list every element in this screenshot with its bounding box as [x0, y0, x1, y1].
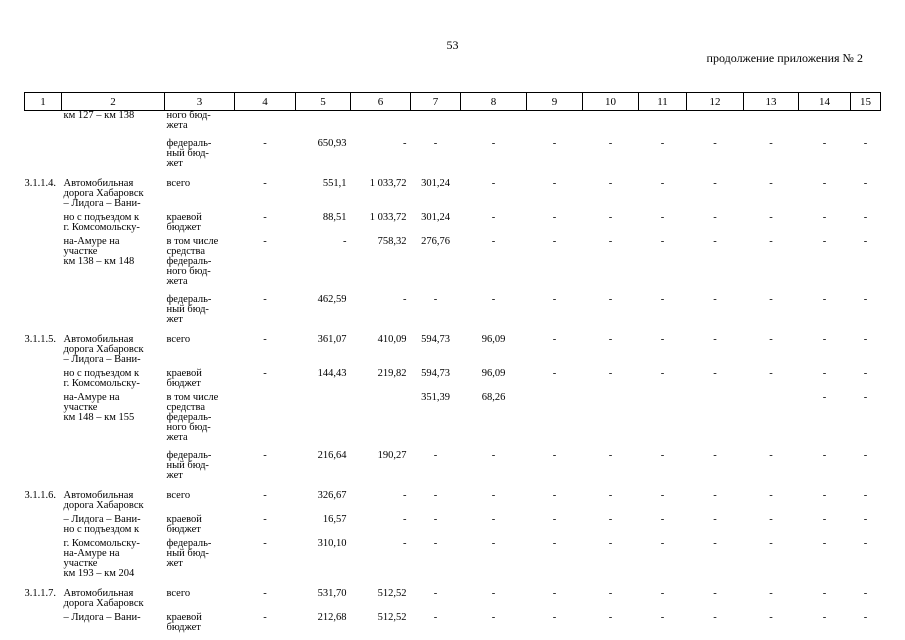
value-cell: -	[263, 368, 267, 379]
value-cell: 361,07	[317, 334, 347, 345]
column-header-6: 6	[351, 93, 411, 111]
value-cell: 326,67	[317, 490, 347, 501]
table-row	[25, 213, 881, 237]
value-cell: -	[552, 138, 557, 149]
funding-source: федераль- ный бюд- жет	[166, 138, 212, 169]
value-cell: -	[491, 212, 496, 223]
funding-source: всего	[166, 178, 191, 189]
value-cell: -	[769, 538, 773, 549]
value-cell: -	[552, 514, 557, 525]
column-header-2: 2	[62, 93, 165, 111]
table-row	[25, 393, 881, 451]
item-code	[25, 393, 62, 451]
item-name: Автомобильная дорога Хабаровск	[63, 490, 144, 511]
value-cell: 650,93	[317, 138, 347, 149]
item-name: на-Амуре на участке км 148 – км 155	[63, 392, 135, 423]
value-cell: -	[863, 612, 868, 623]
item-name: – Лидога – Вани- но с подъездом к	[63, 514, 141, 535]
item-name: км 127 – км 138	[63, 110, 135, 121]
value-cell: 551,1	[322, 178, 347, 189]
value-cell: -	[713, 514, 717, 525]
value-cell: -	[822, 368, 827, 379]
funding-source: ного бюд- жета	[166, 110, 211, 131]
value-cell: 190,27	[377, 450, 407, 461]
value-cell: -	[433, 538, 438, 549]
item-name	[62, 139, 165, 179]
value-cell: -	[433, 514, 438, 525]
item-name: Автомобильная дорога Хабаровск – Лидога – Вани-	[63, 334, 144, 365]
item-code	[25, 369, 62, 393]
value-cell	[687, 111, 744, 140]
value-cell: -	[660, 450, 665, 461]
value-cell: -	[403, 138, 407, 149]
value-cell: -	[552, 612, 557, 623]
funding-source: краевой бюджет	[166, 612, 202, 633]
value-cell: -	[433, 612, 438, 623]
table-row	[25, 451, 881, 491]
item-name: Автомобильная дорога Хабаровск – Лидога – Вани-	[63, 178, 144, 209]
value-cell: -	[491, 490, 496, 501]
item-code	[25, 139, 62, 179]
value-cell: -	[660, 490, 665, 501]
value-cell: -	[769, 588, 773, 599]
item-name: но с подъездом к г. Комсомольску-	[63, 212, 140, 233]
value-cell: -	[263, 450, 267, 461]
value-cell: -	[713, 368, 717, 379]
value-cell: -	[769, 236, 773, 247]
funding-source: федераль- ный бюд- жет	[166, 450, 212, 481]
item-name: Автомобильная дорога Хабаровск	[63, 588, 144, 609]
value-cell	[799, 111, 851, 140]
table-row	[25, 613, 881, 633]
value-cell: -	[608, 538, 613, 549]
value-cell: 16,57	[322, 514, 347, 525]
value-cell: -	[491, 294, 496, 305]
value-cell: -	[822, 538, 827, 549]
column-header-14: 14	[799, 93, 851, 111]
value-cell: -	[608, 294, 613, 305]
value-cell: -	[713, 294, 717, 305]
value-cell: -	[263, 236, 267, 247]
value-cell	[461, 111, 527, 140]
value-cell: -	[263, 612, 267, 623]
table-row	[25, 179, 881, 213]
value-cell: -	[769, 212, 773, 223]
value-cell: -	[491, 138, 496, 149]
value-cell: 96,09	[481, 368, 506, 379]
value-cell: -	[263, 294, 267, 305]
item-code	[25, 451, 62, 491]
value-cell: 301,24	[421, 212, 450, 223]
value-cell: -	[552, 212, 557, 223]
value-cell	[639, 393, 687, 451]
value-cell: -	[660, 212, 665, 223]
value-cell	[296, 393, 351, 451]
value-cell	[583, 393, 639, 451]
column-header-4: 4	[235, 93, 296, 111]
value-cell: 276,76	[421, 236, 450, 247]
budget-table	[24, 92, 881, 633]
value-cell: -	[713, 538, 717, 549]
table-row	[25, 237, 881, 295]
value-cell: -	[660, 368, 665, 379]
value-cell: -	[403, 514, 407, 525]
value-cell: -	[822, 514, 827, 525]
table-row	[25, 295, 881, 335]
value-cell: 96,09	[481, 334, 506, 345]
value-cell: -	[863, 294, 868, 305]
value-cell: 68,26	[481, 392, 506, 403]
funding-source: всего	[166, 334, 191, 345]
value-cell	[527, 111, 583, 140]
value-cell: -	[608, 514, 613, 525]
value-cell: -	[343, 236, 347, 247]
value-cell	[411, 111, 461, 140]
funding-source: в том числе средства федераль- ного бюд- жета	[166, 392, 219, 443]
value-cell: -	[608, 236, 613, 247]
item-code	[25, 295, 62, 335]
value-cell: -	[660, 138, 665, 149]
value-cell: -	[263, 490, 267, 501]
value-cell: -	[769, 514, 773, 525]
value-cell: -	[403, 538, 407, 549]
value-cell	[744, 111, 799, 140]
value-cell: -	[863, 138, 868, 149]
column-header-7: 7	[411, 93, 461, 111]
item-name: г. Комсомольску- на-Амуре на участке км 193 – км 204	[63, 538, 140, 579]
funding-source: в том числе средства федераль- ного бюд- жета	[166, 236, 219, 287]
value-cell: -	[491, 538, 496, 549]
value-cell: -	[552, 588, 557, 599]
value-cell: -	[608, 588, 613, 599]
value-cell: -	[491, 612, 496, 623]
value-cell: -	[660, 236, 665, 247]
item-code	[25, 613, 62, 633]
value-cell: -	[433, 294, 438, 305]
item-name: но с подъездом к г. Комсомольску-	[63, 368, 140, 389]
value-cell: 1 033,72	[369, 178, 407, 189]
value-cell: -	[608, 450, 613, 461]
value-cell: -	[552, 178, 557, 189]
value-cell: -	[863, 538, 868, 549]
value-cell	[744, 393, 799, 451]
value-cell: -	[822, 450, 827, 461]
value-cell: -	[491, 588, 496, 599]
table-row	[25, 335, 881, 369]
item-code	[25, 111, 62, 140]
table-row	[25, 111, 881, 140]
value-cell: -	[769, 178, 773, 189]
value-cell: -	[769, 450, 773, 461]
column-header-8: 8	[461, 93, 527, 111]
value-cell: 512,52	[377, 612, 407, 623]
value-cell: 410,09	[377, 334, 407, 345]
value-cell: -	[660, 612, 665, 623]
value-cell: -	[263, 538, 267, 549]
table-row	[25, 491, 881, 515]
value-cell: -	[863, 490, 868, 501]
column-header-5: 5	[296, 93, 351, 111]
value-cell: -	[608, 490, 613, 501]
value-cell: -	[822, 138, 827, 149]
value-cell: -	[608, 138, 613, 149]
value-cell: -	[660, 514, 665, 525]
value-cell: -	[822, 294, 827, 305]
item-code: 3.1.1.7.	[24, 588, 56, 599]
funding-source: всего	[166, 588, 191, 599]
value-cell: -	[822, 334, 827, 345]
column-header-1: 1	[25, 93, 62, 111]
value-cell: -	[822, 612, 827, 623]
value-cell	[527, 393, 583, 451]
value-cell: -	[713, 588, 717, 599]
value-cell: -	[608, 212, 613, 223]
value-cell: -	[863, 588, 868, 599]
value-cell: -	[713, 178, 717, 189]
value-cell: -	[822, 490, 827, 501]
value-cell	[235, 393, 296, 451]
value-cell: -	[769, 138, 773, 149]
column-header-9: 9	[527, 93, 583, 111]
value-cell: 351,39	[421, 392, 450, 403]
value-cell: -	[263, 514, 267, 525]
value-cell: -	[263, 334, 267, 345]
table-row	[25, 139, 881, 179]
item-code: 3.1.1.4.	[24, 178, 56, 189]
value-cell: -	[769, 294, 773, 305]
value-cell: -	[660, 588, 665, 599]
value-cell	[583, 111, 639, 140]
value-cell: -	[263, 588, 267, 599]
value-cell: -	[552, 294, 557, 305]
appendix-continuation: продолжение приложения № 2	[706, 51, 863, 65]
value-cell: -	[608, 178, 613, 189]
column-header-12: 12	[687, 93, 744, 111]
value-cell: -	[713, 490, 717, 501]
value-cell: -	[769, 368, 773, 379]
item-name	[62, 451, 165, 491]
value-cell	[235, 111, 296, 140]
page-number: 53	[446, 38, 459, 52]
value-cell: -	[863, 368, 868, 379]
value-cell: -	[608, 334, 613, 345]
value-cell: -	[713, 450, 717, 461]
value-cell: -	[660, 178, 665, 189]
funding-source: федераль- ный бюд- жет	[166, 538, 212, 569]
table-row	[25, 539, 881, 589]
value-cell: 1 033,72	[369, 212, 407, 223]
value-cell: -	[822, 392, 827, 403]
value-cell: -	[660, 294, 665, 305]
value-cell: -	[713, 334, 717, 345]
item-code	[25, 237, 62, 295]
value-cell: -	[713, 612, 717, 623]
value-cell: -	[552, 490, 557, 501]
funding-source: краевой бюджет	[166, 368, 202, 389]
item-name: на-Амуре на участке км 138 – км 148	[63, 236, 135, 267]
item-code	[25, 213, 62, 237]
value-cell: 144,43	[317, 368, 347, 379]
value-cell: 301,24	[421, 178, 450, 189]
item-code	[25, 539, 62, 589]
value-cell: 531,70	[317, 588, 347, 599]
item-code	[25, 515, 62, 539]
value-cell: -	[822, 588, 827, 599]
value-cell: 758,32	[377, 236, 407, 247]
value-cell: -	[713, 212, 717, 223]
value-cell: -	[769, 612, 773, 623]
value-cell: 216,64	[317, 450, 347, 461]
value-cell: -	[660, 334, 665, 345]
value-cell: -	[552, 450, 557, 461]
value-cell: -	[713, 138, 717, 149]
table-body	[25, 111, 881, 634]
value-cell: -	[403, 490, 407, 501]
table-row	[25, 589, 881, 613]
funding-source: краевой бюджет	[166, 212, 202, 233]
value-cell	[351, 111, 411, 140]
value-cell: -	[263, 138, 267, 149]
item-name	[62, 295, 165, 335]
value-cell: 462,59	[317, 294, 347, 305]
value-cell: -	[863, 392, 868, 403]
value-cell: -	[491, 450, 496, 461]
value-cell	[687, 393, 744, 451]
value-cell: -	[863, 334, 868, 345]
value-cell: -	[660, 538, 665, 549]
value-cell: -	[769, 334, 773, 345]
value-cell: -	[263, 212, 267, 223]
value-cell: -	[863, 450, 868, 461]
value-cell: -	[822, 212, 827, 223]
value-cell: -	[608, 368, 613, 379]
value-cell	[851, 111, 881, 140]
value-cell: -	[403, 294, 407, 305]
value-cell: 88,51	[322, 212, 347, 223]
item-code: 3.1.1.5.	[24, 334, 56, 345]
value-cell: -	[863, 236, 868, 247]
value-cell: -	[433, 588, 438, 599]
value-cell: -	[491, 514, 496, 525]
funding-source: краевой бюджет	[166, 514, 202, 535]
item-name: – Лидога – Вани-	[63, 612, 141, 623]
value-cell: 512,52	[377, 588, 407, 599]
value-cell: -	[769, 490, 773, 501]
column-header-3: 3	[165, 93, 235, 111]
value-cell: -	[433, 490, 438, 501]
value-cell: -	[822, 236, 827, 247]
value-cell: 219,82	[377, 368, 407, 379]
table-row	[25, 369, 881, 393]
value-cell: 310,10	[317, 538, 347, 549]
column-header-13: 13	[744, 93, 799, 111]
value-cell: -	[863, 514, 868, 525]
funding-source: федераль- ный бюд- жет	[166, 294, 212, 325]
value-cell	[351, 393, 411, 451]
value-cell: -	[552, 334, 557, 345]
value-cell: -	[552, 368, 557, 379]
value-cell: -	[863, 178, 868, 189]
column-header-10: 10	[583, 93, 639, 111]
column-header-11: 11	[639, 93, 687, 111]
funding-source: всего	[166, 490, 191, 501]
table-row	[25, 515, 881, 539]
value-cell	[639, 111, 687, 140]
value-cell: -	[263, 178, 267, 189]
header-row	[25, 93, 881, 111]
value-cell: -	[822, 178, 827, 189]
value-cell: 212,68	[317, 612, 347, 623]
value-cell	[296, 111, 351, 140]
item-code: 3.1.1.6.	[24, 490, 56, 501]
value-cell: -	[433, 138, 438, 149]
value-cell: -	[863, 212, 868, 223]
column-header-15: 15	[851, 93, 881, 111]
value-cell: 594,73	[421, 334, 450, 345]
value-cell: -	[552, 538, 557, 549]
value-cell: -	[552, 236, 557, 247]
value-cell: -	[713, 236, 717, 247]
value-cell: -	[491, 178, 496, 189]
value-cell: -	[433, 450, 438, 461]
value-cell: 594,73	[421, 368, 450, 379]
value-cell: -	[608, 612, 613, 623]
value-cell: -	[491, 236, 496, 247]
